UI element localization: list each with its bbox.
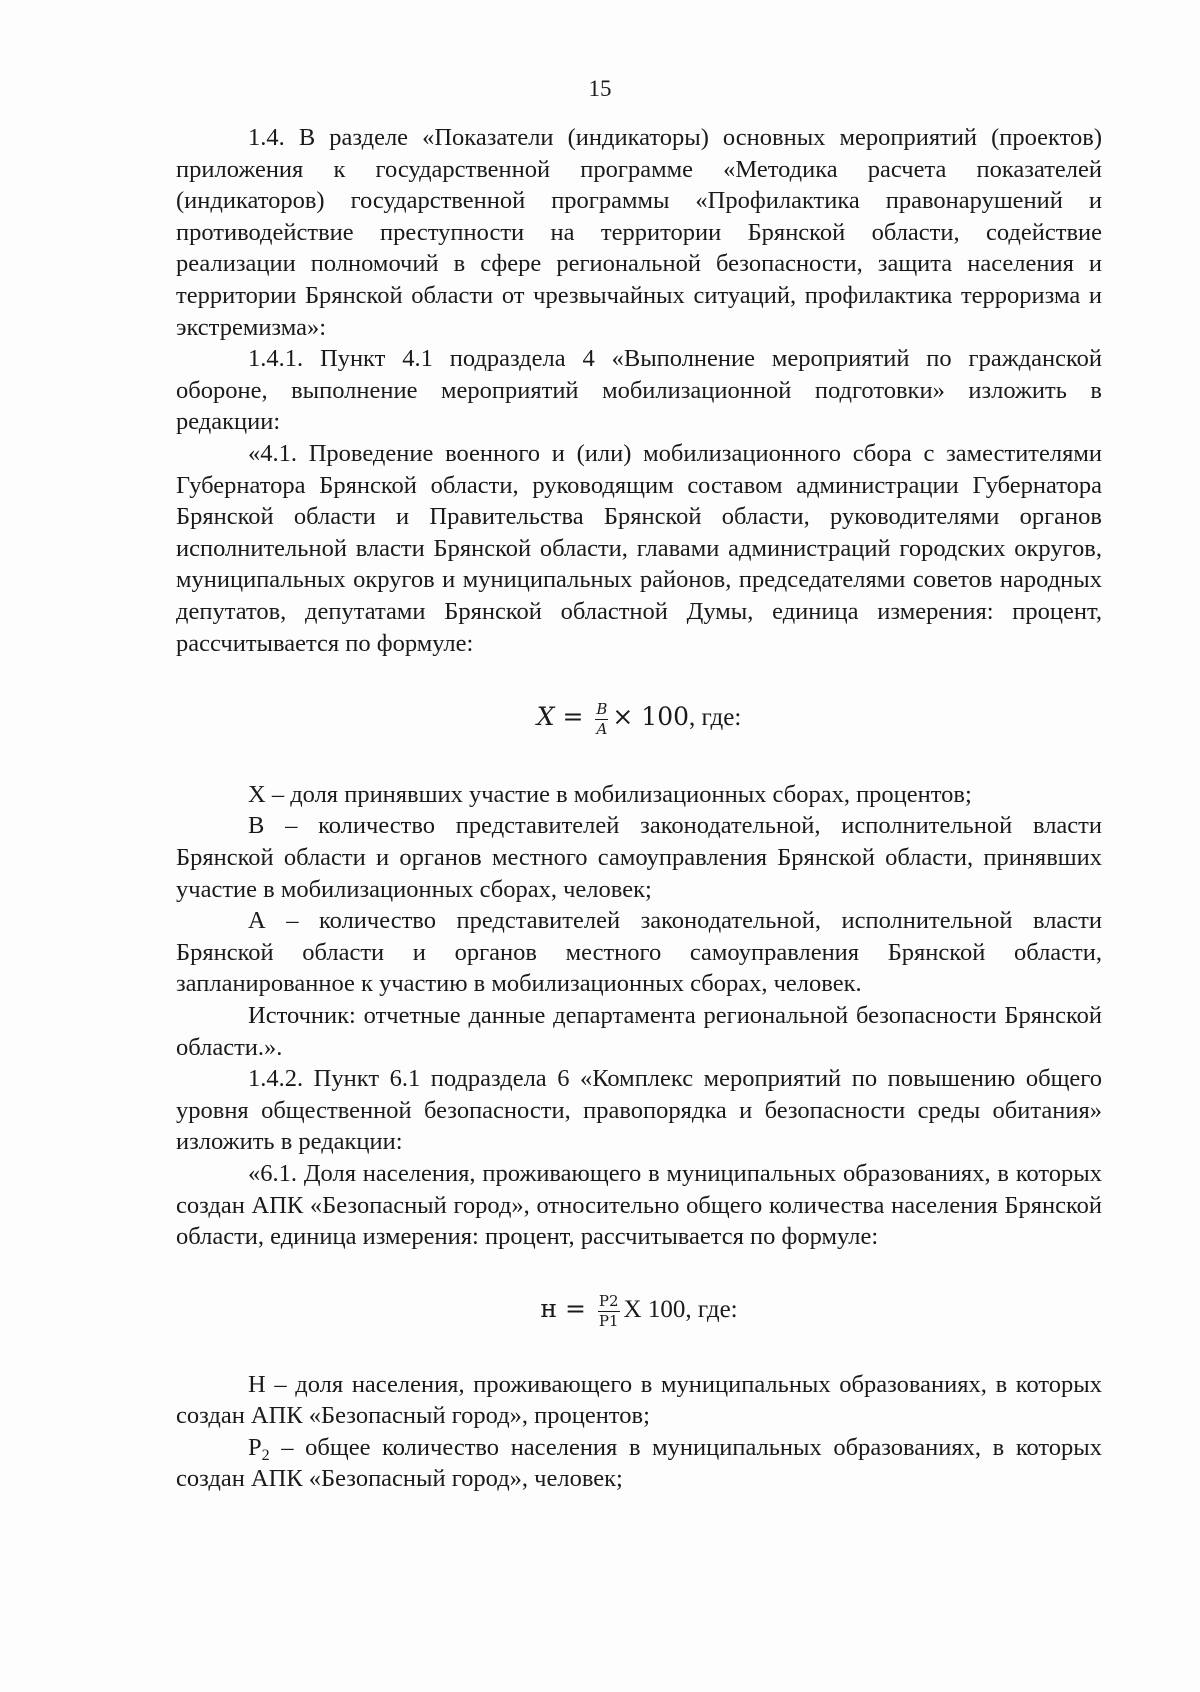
paragraph-4-1: «4.1. Проведение военного и (или) мобилизационного сбора с заместителями Губернатора Брянской области, руководящим составом администрации Губернатора Брянской области и Правительства Брянской области, руководителями органов исполнительной власти Брянской области, главами администраций городских округов, муниципальных округов и муниципальных районов, председателями советов народных депутатов, депутатами Брянской областной Думы, единица измерения: процент, рассчитывается по формуле: — [176, 439, 1102, 657]
formula-2-lhs: н — [540, 1293, 558, 1323]
formula-2-numerator: P2 — [598, 1291, 619, 1310]
document-body — [176, 122, 1102, 1495]
definition-p2-subscript: 2 — [261, 1446, 270, 1464]
definition-a: А – количество представителей законодательной, исполнительной власти Брянской области и органов местного самоуправления Брянской области, запланированное к участию в мобилизационных сборах, человек. — [176, 907, 1102, 998]
source-note: Источник: отчетные данные департамента региональной безопасности Брянской области.». — [176, 1002, 1102, 1061]
paragraph-1-4: 1.4. В разделе «Показатели (индикаторы) основных мероприятий (проектов) приложения к государственной программе «Методика расчета показателей (индикаторов) государственной программы «Профилактика правонарушений и противодействие преступности на территории Брянской области, содействие реализации полномочий в сфере региональной безопасности, защита населения и территории Брянской области от чрезвычайных ситуаций, профилактика терроризма и экстремизма»: — [176, 124, 1102, 341]
formula-n-equals-p2-over-p1: н = $\frac{P2}{P1}$ X 100, где: — [540, 1291, 738, 1330]
formula-1-lhs: X — [536, 702, 555, 732]
formula-1-numerator: B — [596, 699, 608, 718]
formula-2-multiplier: X 100 — [623, 1295, 686, 1323]
formula-2-denominator: P1 — [598, 1311, 619, 1330]
formula-1-denominator: A — [596, 719, 608, 738]
definition-p2-symbol: Р — [248, 1433, 262, 1461]
definition-p2 — [176, 1432, 1102, 1495]
page-number: 15 — [588, 76, 612, 101]
formula-1-fraction — [595, 699, 608, 738]
paragraph-1-4-1: 1.4.1. Пункт 4.1 подраздела 4 «Выполнение мероприятий по гражданской обороне, выполнение мероприятий мобилизационной подготовки» изложить в редакции: — [176, 345, 1102, 436]
definition-x: X – доля принявших участие в мобилизационных сборах, процентов; — [248, 780, 972, 808]
formula-2-fraction — [598, 1291, 620, 1330]
paragraph-1-4-2: 1.4.2. Пункт 6.1 подраздела 6 «Комплекс мероприятий по повышению общего уровня общественной безопасности, правопорядка и безопасности среды обитания» изложить в редакции: — [176, 1065, 1102, 1156]
definition-n: Н – доля населения, проживающего в муниципальных образованиях, в которых создан АПК «Безопасный город», процентов; — [176, 1370, 1102, 1430]
formula-1-multiplier: × 100 — [612, 702, 690, 732]
definition-b: В – количество представителей законодательной, исполнительной власти Брянской области и органов местного самоуправления Брянской области, принявших участие в мобилизационных сборах, человек; — [176, 812, 1102, 903]
paragraph-6-1: «6.1. Доля населения, проживающего в муниципальных образованиях, в которых создан АПК «Безопасный город», относительно общего количества населения Брянской области, единица измерения: процент, рассчитывается по формуле: — [176, 1159, 1102, 1251]
formula-2-suffix: , где: — [685, 1295, 738, 1323]
definition-p2-text: – общее количество населения в муниципальных образованиях, в которых создан АПК «Безопасный город», человек; — [176, 1433, 1102, 1493]
formula-1-suffix: , где: — [689, 704, 742, 732]
formula-x-equals-b-over-a: X = $\frac{B}{A}$ × 100, где: — [536, 699, 742, 738]
